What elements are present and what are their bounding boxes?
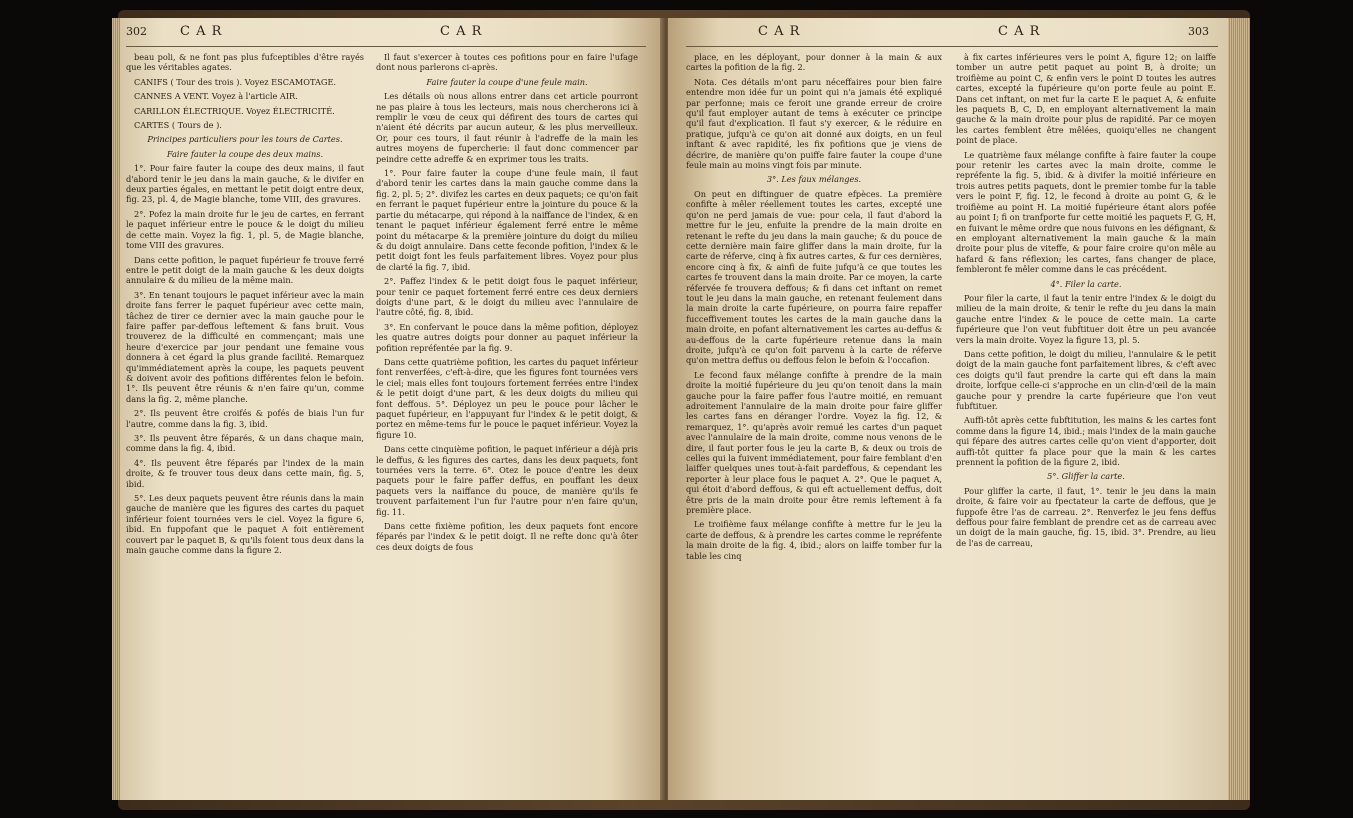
paragraph: à fix cartes inférieures vers le point A, figure 12; on laiffe tomber un autre petit paquet au point B, à droite; un troifième au point C, & enfin vers le point D toutes les autres cartes, excepté la fupérieure qu'on porte feule au point E. Dans cet inftant, on met fur la carte E le paquet A, & enfuite les paquets B, C, D, en employant alternativement la main gauche & la main droite pour plus de rapidité. Par ce moyen les cartes femblent être mêlées, quoiqu'elles ne changent point de place. <box>956 52 1216 146</box>
header-rule <box>686 46 1218 47</box>
paragraph: 3°. En confervant le pouce dans la même pofition, déployez les quatre autres doigts pour donner au paquet inférieur la pofition repréfentée par la fig. 9. <box>376 321 638 353</box>
paragraph: Les détails où nous allons entrer dans cet article pourront ne pas plaire à tous les lecteurs, mais nous chercherons ici à remplir le vœu de ceux qui défirent des tours de cartes qui n'aient été décrits par aucun auteur, & les plus merveilleux. Or, pour ces tours, il faut réunir à l'adreffe de la main les autres moyens de fupercherie: il faut donc commencer par peindre cette adreffe & en exprimer tous les traits. <box>376 91 638 164</box>
paragraph: Nota. Ces détails m'ont paru néceffaires pour bien faire entendre mon idée fur un point qui n'a jamais été expliqué par perfonne; mais ce feroit une grande erreur de croire qu'il faut employer autant de tems à exécuter ce principe qu'il faut d'explication. Il faut s'y exercer, & le réduire en pratique, jufqu'à ce qu'on ait donné aux doigts, en un feul inftant & avec rapidité, les fix pofitions que je viens de décrire, de manière qu'on puiffe faire fauter la coupe d'une feule main au moins vingt fois par minute. <box>686 76 942 171</box>
paragraph: 2°. Ils peuvent être croifés & pofés de biais l'un fur l'autre, comme dans la fig. 3, ibid. <box>126 408 364 429</box>
right-column-2 <box>956 52 1216 552</box>
paragraph: 2°. Pofez la main droite fur le jeu de cartes, en ferrant le paquet inférieur entre le pouce & le doigt du milieu de cette main. Voyez la fig. 1, pl. 5, de Magie blanche, tome VIII des gravures. <box>126 208 364 251</box>
paragraph: 3°. Les faux mélanges. <box>766 174 862 185</box>
right-running-head-1: C A R <box>758 24 801 39</box>
paragraph: 1°. Pour faire fauter la coupe des deux mains, il faut d'abord tenir le jeu dans la main gauche, & le divifer en deux parties égales, en mettant le petit doigt entre deux, fig. 23, pl. 4, de Magie blanche, tome VIII, des gravures. <box>126 163 364 205</box>
paragraph: 1°. Pour faire fauter la coupe d'une feule main, il faut d'abord tenir les cartes dans la main gauche comme dans la fig. 2, pl. 5; 2°. divifez les cartes en deux paquets; ce qu'on fait en ferrant le paquet fupérieur entre la jointure du pouce & la partie du métacarpe, qui répond à la naiffance de l'index, & en tenant le paquet inférieur également ferré entre le même point du métacarpe & la première jointure du doigt du milieu & du doigt annulaire. Dans cette feconde pofition, l'index & le petit doigt font les feuls parfaitement libres. Voyez pour plus de clarté la fig. 7, ibid. <box>376 168 639 272</box>
right-running-head-2: C A R <box>998 24 1041 39</box>
paragraph: CANIFS ( Tour des trois ). Voyez ESCAMOTAGE. <box>134 76 337 87</box>
paragraph: 3°. En tenant toujours le paquet inférieur avec la main droite fans ferrer le paquet fupérieur avec cette main, tâchez de tirer ce dernier avec la main gauche pour le faire paffer par-deffous leftement & fans bruit. Vous trouverez de la difficulté en commençant; mais une heure d'exercice par jour pendant une femaine vous donnera à cet égard la plus grande facilité. Remarquez qu'immédiatement après la coupe, les paquets peuvent & doivent avoir des pofitions différentes felon le befoin. 1°. Ils peuvent être réunis & n'en faire qu'un, comme dans la fig. 2, même planche. <box>126 289 364 404</box>
paragraph: Faire fauter la coupe d'une feule main. <box>426 76 588 87</box>
paragraph: Le fecond faux mélange confifte à prendre de la main droite la moitié fupérieure du jeu qu'on tenoit dans la main gauche pour la faire paffer fous l'autre moitié, en remuant adroitement l'annulaire de la main droite pour faire gliffer les cartes fans en déranger l'ordre. Voyez la fig. 12, & remarquez, 1°. qu'après avoir remué les cartes d'un paquet avec l'annulaire de la main droite, comme nous venons de le dire, il faut porter fous le jeu la carte B, & deux ou trois de celles qui la fuivent immédiatement, pour faire femblant d'en laiffer quelques unes tout-à-fait pardeffous, & cependant les reporter à leur place fous le paquet A. 2°. Que le paquet A, qui étoit d'abord deffous, & qui eft actuellement deffus, doit être pris de la main droite pour être remis leftement à fa première place. <box>686 369 942 516</box>
paragraph: On peut en diftinguer de quatre efpèces. La première confifte à mêler réellement toutes les cartes, excepté une qu'on ne perd jamais de vue: pour cela, il faut d'abord la mettre fur le jeu, enfuite la prendre de la main droite en retenant le refte du jeu dans la main gauche; & du pouce de cette dernière main faire gliffer dans la main droite, fur la carte de réferve, cinq à fix autres cartes, & fur ces dernières, encore cinq à fix, & ainfi de fuite jufqu'à ce que toutes les cartes fe trouvent dans la main droite. Par ce moyen, la carte réfervée fe trouvera deffous; & fi dans cet inftant on remet tout le jeu dans la main gauche, en retenant feulement dans la main droite la carte fupérieure, on pourra faire repaffer fucceffivement toutes les cartes de la main gauche dans la main droite, en pofant alternativement les cartes au-deffus & au-deffous de la carte fupérieure retenue dans la main droite, jufqu'à ce qu'on foit parvenu à la carte de réferve qu'on mettra deffus ou deffous felon le befoin & l'occafion. <box>686 188 942 366</box>
right-page-number: 303 <box>1188 25 1209 38</box>
page-edges-right <box>1226 18 1250 800</box>
paragraph: Dans cette pofition, le paquet fupérieur fe trouve ferré entre le petit doigt de la main gauche & les deux doigts annulaire & du milieu de la même main. <box>126 254 364 286</box>
paragraph: Il faut s'exercer à toutes ces pofitions pour en faire l'ufage dont nous parlerons ci-après. <box>376 52 638 73</box>
left-column-2 <box>376 52 638 556</box>
paragraph: 3°. Ils peuvent être féparés, & un dans chaque main, comme dans la fig. 4, ibid. <box>126 433 364 454</box>
left-page <box>120 18 665 800</box>
paragraph: beau poli, & ne font pas plus fufceptibles d'être rayés que les véritables agates. <box>126 52 364 73</box>
left-running-head-2: C A R <box>440 24 483 39</box>
paragraph: 4°. Filer la carte. <box>1050 278 1122 289</box>
paragraph: Principes particuliers pour les tours de Cartes. <box>147 134 343 145</box>
paragraph: 5°. Les deux paquets peuvent être réunis dans la main gauche de manière que les figures des cartes du paquet inférieur foient tournées vers le ciel. Voyez la figure 6, ibid. En fuppofant que le paquet A foit entièrement couvert par le paquet B, & qu'ils foient tous deux dans la main gauche comme dans la figure 2. <box>126 493 364 556</box>
paragraph: Dans cette cinquième pofition, le paquet inférieur a déjà pris le deffus, & les figures des cartes, dans les deux paquets, font tournées vers la terre. 6°. Otez le pouce d'entre les deux paquets pour le faire paffer deffus, en pouffant les deux paquets vers la naiffance du pouce, de manière qu'ils fe trouvent parfaitement l'un fur l'autre pour n'en faire qu'un, fig. 11. <box>376 444 638 517</box>
header-rule <box>126 46 646 47</box>
right-column-1 <box>686 52 942 565</box>
paragraph: 5°. Gliffer la carte. <box>1047 471 1125 482</box>
paragraph: 2°. Paffez l'index & le petit doigt fous le paquet inférieur, pour tenir ce paquet fortement ferré entre ces deux derniers doigts d'une part, & le doigt du milieu avec l'annulaire de l'autre côté, fig. 8, ibid. <box>376 276 638 318</box>
right-page <box>668 18 1228 800</box>
paragraph: CARTES ( Tours de ). <box>134 120 222 131</box>
paragraph: Pour gliffer la carte, il faut, 1°. tenir le jeu dans la main droite, & faire voir au fpectateur la carte de deffous, que je fuppofe être l'as de carreau. 2°. Renverfez le jeu fens deffus deffous pour faire femblant de prendre cet as de carreau avec un doigt de la main gauche, fig. 15, ibid. 3°. Prendre, au lieu de l'as de carreau, <box>956 485 1216 548</box>
paragraph: Faire fauter la coupe des deux mains. <box>166 148 324 159</box>
paragraph: Pour filer la carte, il faut la tenir entre l'index & le doigt du milieu de la main droite, & tenir le refte du jeu dans la main gauche entre l'index & le pouce de cette main. La carte fupérieure que l'on veut fubftituer doit être un peu avancée vers la main droite. Voyez la figure 13, pl. 5. <box>956 292 1216 345</box>
paragraph: CANNES A VENT. Voyez à l'article AIR. <box>134 91 298 102</box>
paragraph: place, en les déployant, pour donner à la main & aux cartes la pofition de la fig. 2. <box>686 52 942 73</box>
paragraph: Le troifième faux mélange confifte à mettre fur le jeu la carte de deffous, & à prendre les cartes comme le repréfente la main droite de la fig. 4, ibid.; alors on laiffe tomber fur la table les cinq <box>686 519 942 561</box>
paragraph: Dans cette quatrième pofition, les cartes du paquet inférieur font renverfées, c'eft-à-dire, que les figures font tournées vers le ciel; mais elles font toujours fortement ferrées entre l'index & le petit doigt d'une part, & les deux doigts du milieu qui font deffous. 5°. Déployez un peu le pouce pour lâcher le paquet fupérieur, en l'appuyant fur l'index & le petit doigt, & portez en même-tems fur le pouce le paquet inférieur. Voyez la figure 10. <box>376 356 638 440</box>
left-page-number: 302 <box>126 25 147 38</box>
paragraph: 4°. Ils peuvent être féparés par l'index de la main droite, & fe trouver tous deux dans cette main, fig. 5, ibid. <box>126 457 364 489</box>
paragraph: Dans cette fixième pofition, les deux paquets font encore féparés par l'index & le petit doigt. Il ne refte donc qu'à ôter ces deux doigts de fous <box>376 521 638 552</box>
left-running-head-1: C A R <box>180 24 223 39</box>
left-column-1 <box>126 52 364 559</box>
paragraph: CARILLON ÉLECTRIQUE. Voyez ÉLECTRICITÉ. <box>134 105 335 116</box>
paragraph: Le quatrième faux mélange confifte à faire fauter la coupe pour retenir les cartes avec la main droite, comme le repréfente la fig. 5, ibid. & à divifer la moitié inférieure en trois autres petits paquets, dont le premier tombe fur la table vers le point F, fig. 12, le fecond à droite au point G, & le troifième au point H. La moitié fupérieure étant alors pofée au point I; fi on tranfporte fur cette moitié les paquets F, G, H, en fuivant le même ordre que nous fuivons en les défignant, & en employant alternativement la main gauche & la main droite pour plus de viteffe, & pour faire croire qu'on mêle au hafard & fans réflexion; les cartes, fans changer de place, fembleront fe mêler comme dans le cas précédent. <box>956 149 1216 275</box>
paragraph: Auffi-tôt après cette fubftitution, les mains & les cartes font comme dans la figure 14, ibid.; mais l'index de la main gauche qui fépare des autres cartes celle qu'on vient d'apporter, doit auffi-tôt quitter fa place pour que la main & les cartes prennent la pofition de la figure 2, ibid. <box>956 415 1216 468</box>
paragraph: Dans cette pofition, le doigt du milieu, l'annulaire & le petit doigt de la main gauche font parfaitement libres, & c'eft avec ces doigts qu'il faut prendre la carte qui eft dans la main droite, lorfque celle-ci s'approche en un clin-d'œil de la main gauche pour y prendre la carte fupérieure que l'on veut fubftituer. <box>956 348 1216 411</box>
